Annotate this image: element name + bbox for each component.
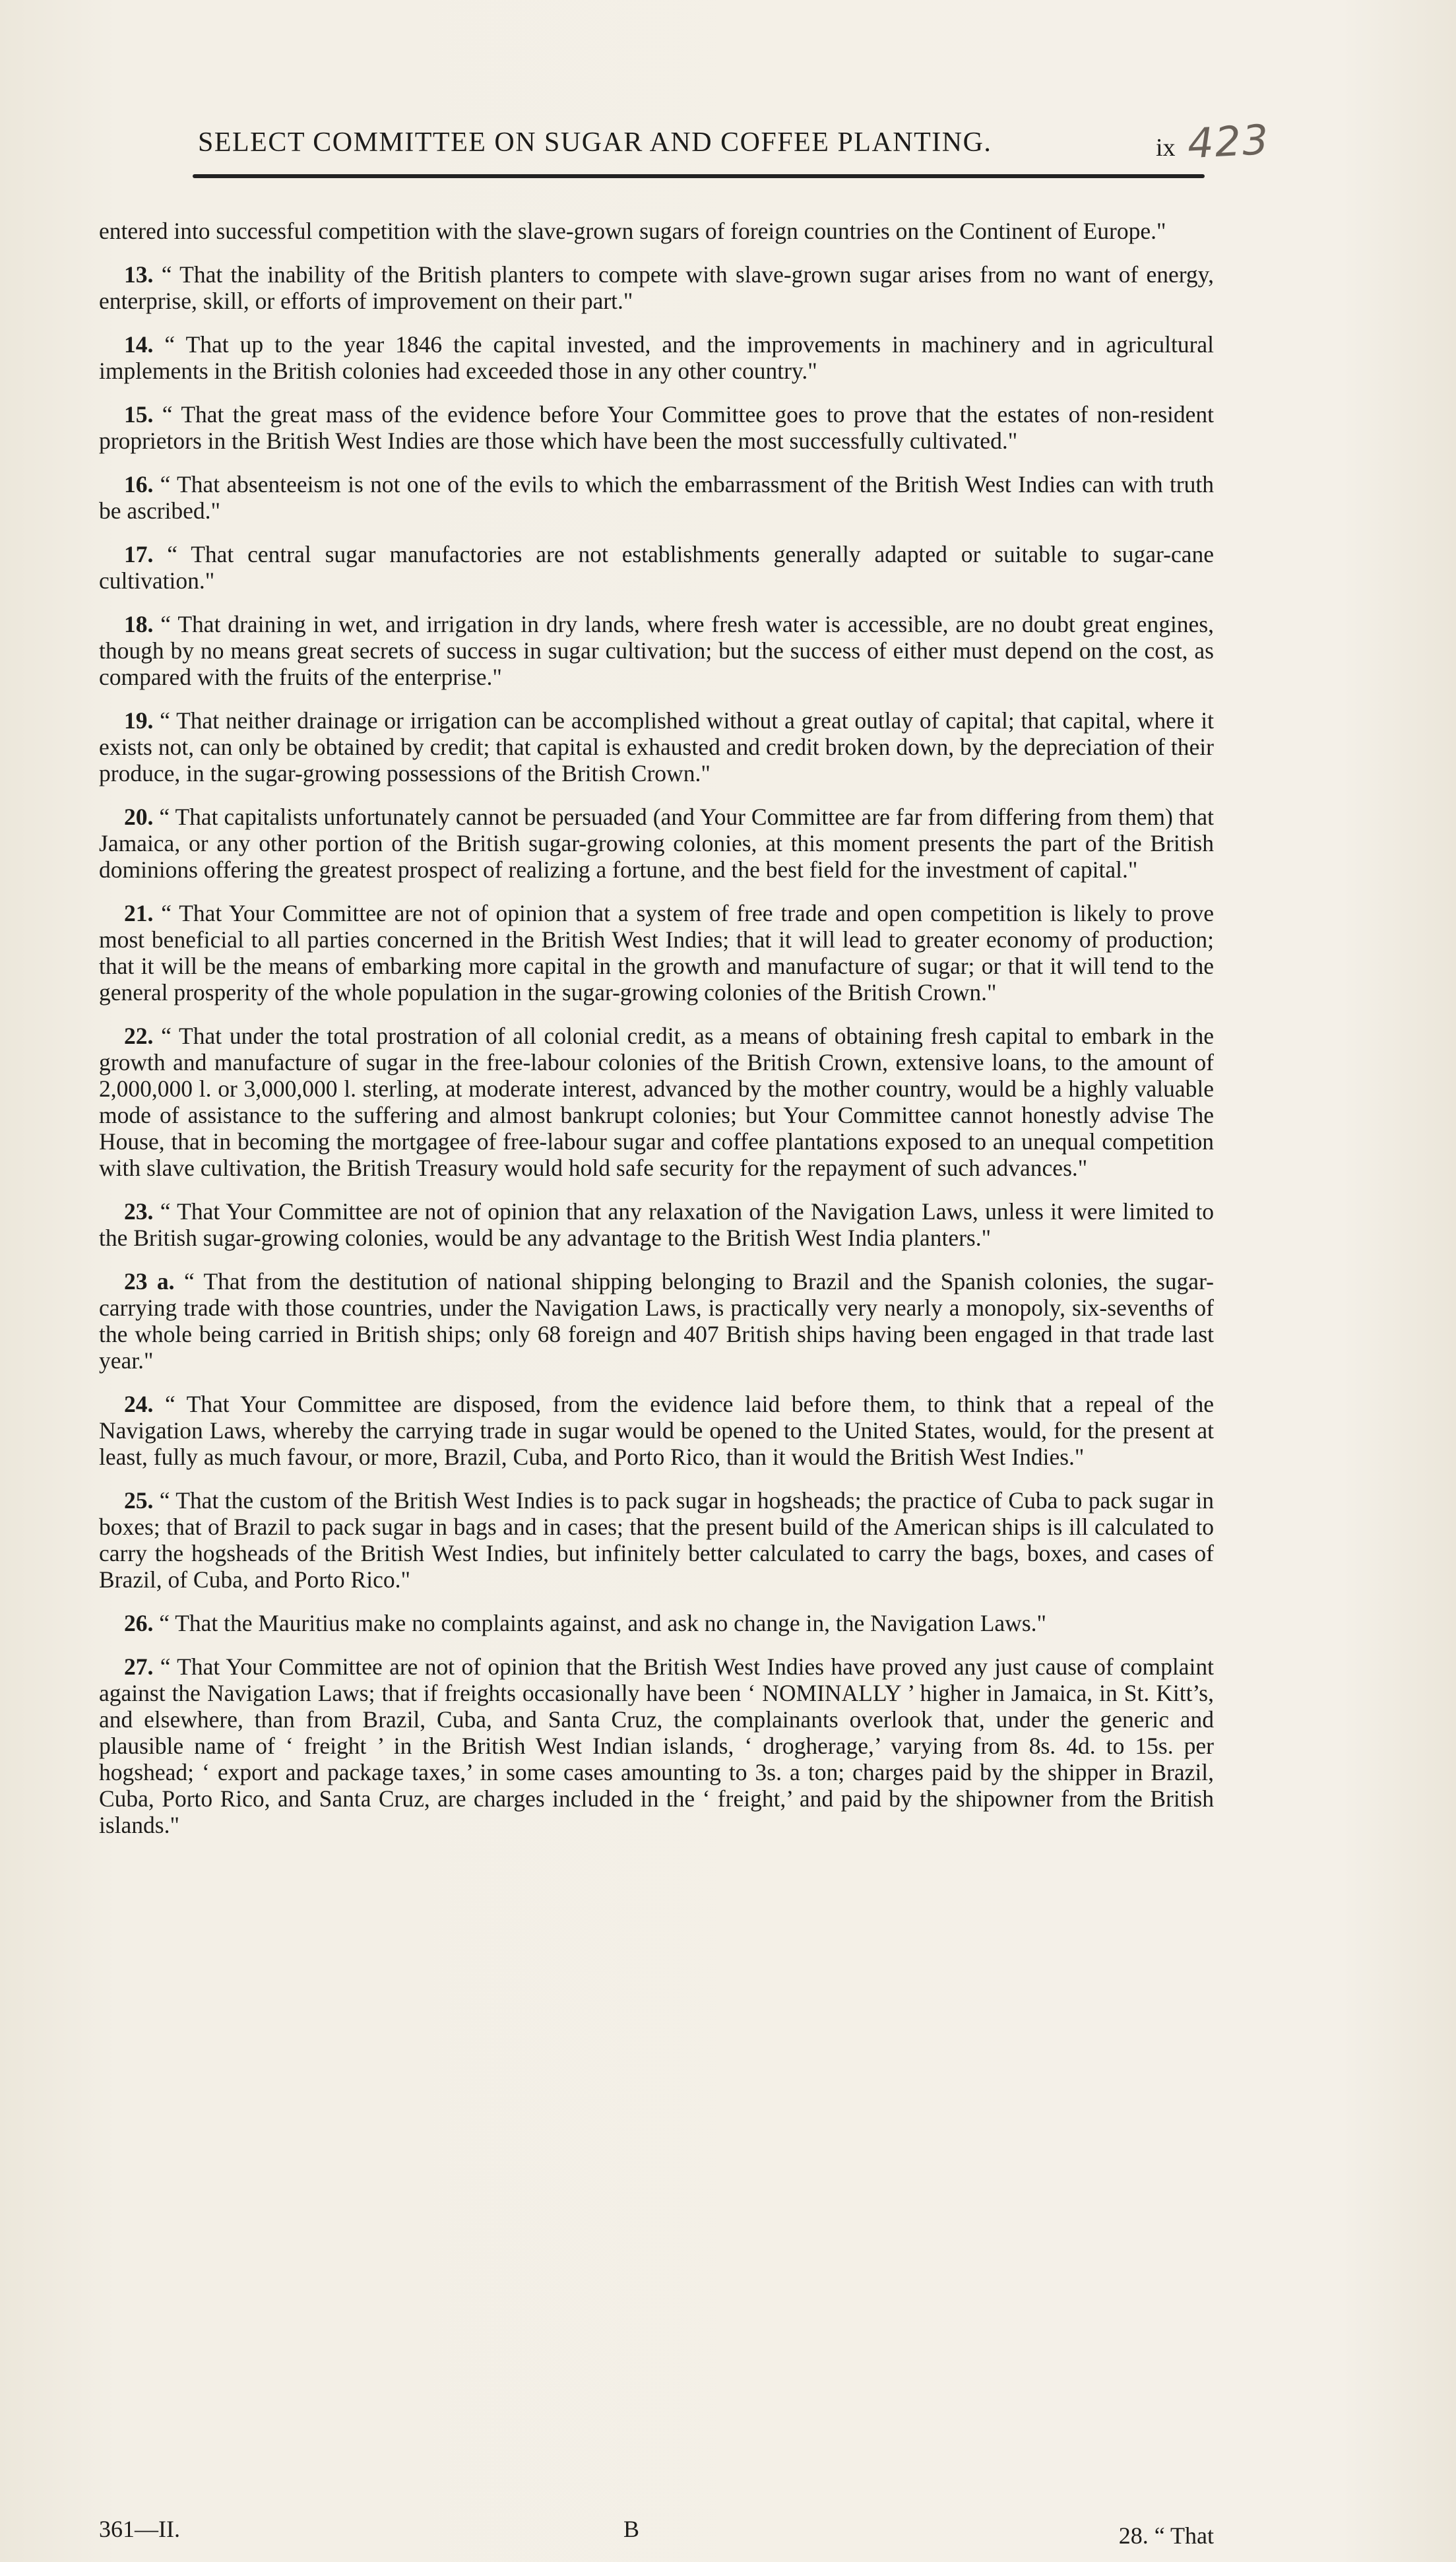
resolution-paragraph (99, 1023, 1214, 1181)
continued-paragraph (99, 218, 1214, 244)
resolution-paragraph (99, 1653, 1214, 1838)
resolution-paragraph (99, 1391, 1214, 1470)
resolution-paragraph (99, 1610, 1214, 1636)
resolution-paragraph (99, 611, 1214, 690)
resolution-paragraph (99, 401, 1214, 454)
resolution-text: “ That absenteeism is not one of the evils to which the embarrassment of the British West Indies can with truth be ascribed." (99, 471, 1214, 524)
resolution-paragraph (99, 331, 1214, 384)
resolution-paragraph (99, 1268, 1214, 1374)
sheet-mark: B (623, 2516, 640, 2542)
resolution-paragraph (99, 541, 1214, 594)
resolution-text: “ That Your Committee are not of opinion that any relaxation of the Navigation Laws, unless it were limited to the British sugar-growing colonies, would be any advantage to the British West India planters." (99, 1198, 1215, 1251)
resolution-text: “ That from the destitution of national shipping belonging to Brazil and the Spanish colonies, the sugar-carrying trade with those countries, under the Navigation Laws, is practically very nearly a monopoly, six-sevenths of the whole being carried in British ships; only 68 foreign and 407 British ships having been engaged in that trade last year." (99, 1268, 1215, 1374)
page-footer (99, 2515, 1214, 2548)
resolution-paragraph (99, 804, 1214, 883)
page-header (198, 115, 1271, 170)
resolution-number: 13. (124, 261, 154, 288)
resolution-text: “ That capitalists unfortunately cannot be persuaded (and Your Committee are far from differing from them) that Jamaica, or any other portion of the British sugar-growing colonies, at this moment presents the part of the British dominions offering the greatest prospect of realizing a fortune, and the best field for the investment of capital." (99, 804, 1215, 883)
resolution-text: “ That the Mauritius make no complaints against, and ask no change in, the Navigation Laws." (159, 1610, 1047, 1636)
resolution-text: “ That the inability of the British planters to compete with slave-grown sugar arises from no want of energy, enterprise, skill, or efforts of improvement on their part." (99, 261, 1214, 314)
resolution-paragraph (99, 1198, 1214, 1251)
resolution-paragraph (99, 261, 1214, 314)
resolution-text: “ That Your Committee are not of opinion that a system of free trade and open competition is likely to prove most beneficial to all parties concerned in the British West Indies; that it will lead to greater economy of production; that it will be the means of embarking more capital in the growth and manufacture of sugar; or that it will tend to the general prosperity of the whole population in the sugar-growing colonies of the British Crown." (99, 900, 1214, 1006)
resolution-number: 24. (124, 1391, 154, 1417)
resolution-number: 20. (124, 804, 154, 830)
resolution-number: 23 a. (124, 1268, 175, 1295)
resolution-paragraph (99, 900, 1214, 1006)
resolution-number: 22. (124, 1023, 154, 1049)
resolution-paragraph (99, 1487, 1214, 1593)
resolution-number: 19. (124, 707, 154, 734)
resolution-text: “ That neither drainage or irrigation can be accomplished without a great outlay of capital; that capital, where it exists not, can only be obtained by credit; that capital is exhausted and credit broken down, by the depreciation of their produce, in the sugar-growing possessions of the British Crown." (99, 707, 1215, 786)
resolution-number: 26. (124, 1610, 154, 1636)
resolution-text: “ That up to the year 1846 the capital invested, and the improvements in machinery and in agricultural implements in the British colonies had exceeded those in any other country." (99, 331, 1215, 384)
resolution-number: 27. (124, 1653, 154, 1680)
resolution-number: 18. (124, 611, 154, 637)
resolution-number: 17. (124, 541, 154, 567)
handwritten-archive-number: 423 (1186, 115, 1271, 168)
header-rule (193, 174, 1205, 178)
resolution-number: 23. (124, 1198, 154, 1225)
resolution-text: “ That Your Committee are disposed, from the evidence laid before them, to think that a repeal of the Navigation Laws, whereby the carrying trade in sugar would be opened to the United States, would, for the present at least, fully as much favour, or more, Brazil, Cuba, and Porto Rico, than it would the British West Indies." (99, 1391, 1214, 1470)
resolution-text: “ That central sugar manufactories are not establishments generally adapted or suitable to sugar-cane cultivation." (99, 541, 1215, 594)
resolution-text: “ That the custom of the British West Indies is to pack sugar in hogsheads; the practice of Cuba to pack sugar in boxes; that of Brazil to pack sugar in bags and in cases; that the present build of the American ships is ill calculated to carry the hogsheads of the British West Indies, but infinitely better calculated to carry the bags, boxes, and cases of Brazil, of Cuba, and Porto Rico." (99, 1487, 1214, 1593)
catchword: 28. “ That (1118, 2522, 1214, 2549)
resolution-text: “ That the great mass of the evidence before Your Committee goes to prove that the estates of non-resident proprietors in the British West Indies are those which have been the most successfully cultivated." (99, 401, 1214, 454)
resolution-number: 14. (124, 331, 154, 358)
resolution-paragraph (99, 707, 1214, 786)
signature-mark: 361—II. (99, 2516, 180, 2542)
resolutions-body (99, 218, 1214, 1855)
resolution-text: entered into successful competition with the slave-grown sugars of foreign countries on the Continent of Europe." (99, 218, 1166, 244)
resolution-number: 15. (124, 401, 154, 428)
resolution-text: “ That under the total prostration of all colonial credit, as a means of obtaining fresh capital to embark in the growth and manufacture of sugar in the free-labour colonies of the British Crown, extensive loans, to the amount of 2,000,000 l. or 3,000,000 l. sterling, at moderate interest, advanced by the mother country, would be a highly valuable mode of assistance to the suffering and almost bankrupt colonies; but Your Committee cannot honestly advise The House, that in becoming the mortgagee of free-labour sugar and coffee plantations exposed to an unequal competition with slave cultivation, the British Treasury would hold safe security for the repayment of such advances." (99, 1023, 1214, 1181)
running-title: SELECT COMMITTEE ON SUGAR AND COFFEE PLANTING. (198, 127, 992, 158)
page-folio: ix (1156, 134, 1176, 162)
resolution-paragraph (99, 471, 1214, 524)
resolution-number: 21. (124, 900, 154, 926)
resolution-text: “ That Your Committee are not of opinion that the British West Indies have proved any just cause of complaint against the Navigation Laws; that if freights occasionally have been ‘ NOMINALLY ’ higher in Jamaica, in St. Kitt’s, and elsewhere, than from Brazil, Cuba, and Santa Cruz, the complainants overlook that, under the generic and plausible name of ‘ freight ’ in the British West Indian islands, ‘ drogherage,’ varying from 8s. 4d. to 15s. per hogshead; ‘ export and package taxes,’ in some cases amounting to 3s. a ton; charges paid by the shipper in Brazil, Cuba, Porto Rico, and Santa Cruz, are charges included in the ‘ freight,’ and paid by the shipowner from the British islands." (99, 1653, 1214, 1838)
resolution-number: 16. (124, 471, 154, 497)
resolution-text: “ That draining in wet, and irrigation in dry lands, where fresh water is accessible, are no doubt great engines, though by no means great secrets of success in sugar cultivation; but the success of either must depend on the cost, as compared with the fruits of the enterprise." (99, 611, 1215, 690)
resolution-number: 25. (124, 1487, 154, 1514)
